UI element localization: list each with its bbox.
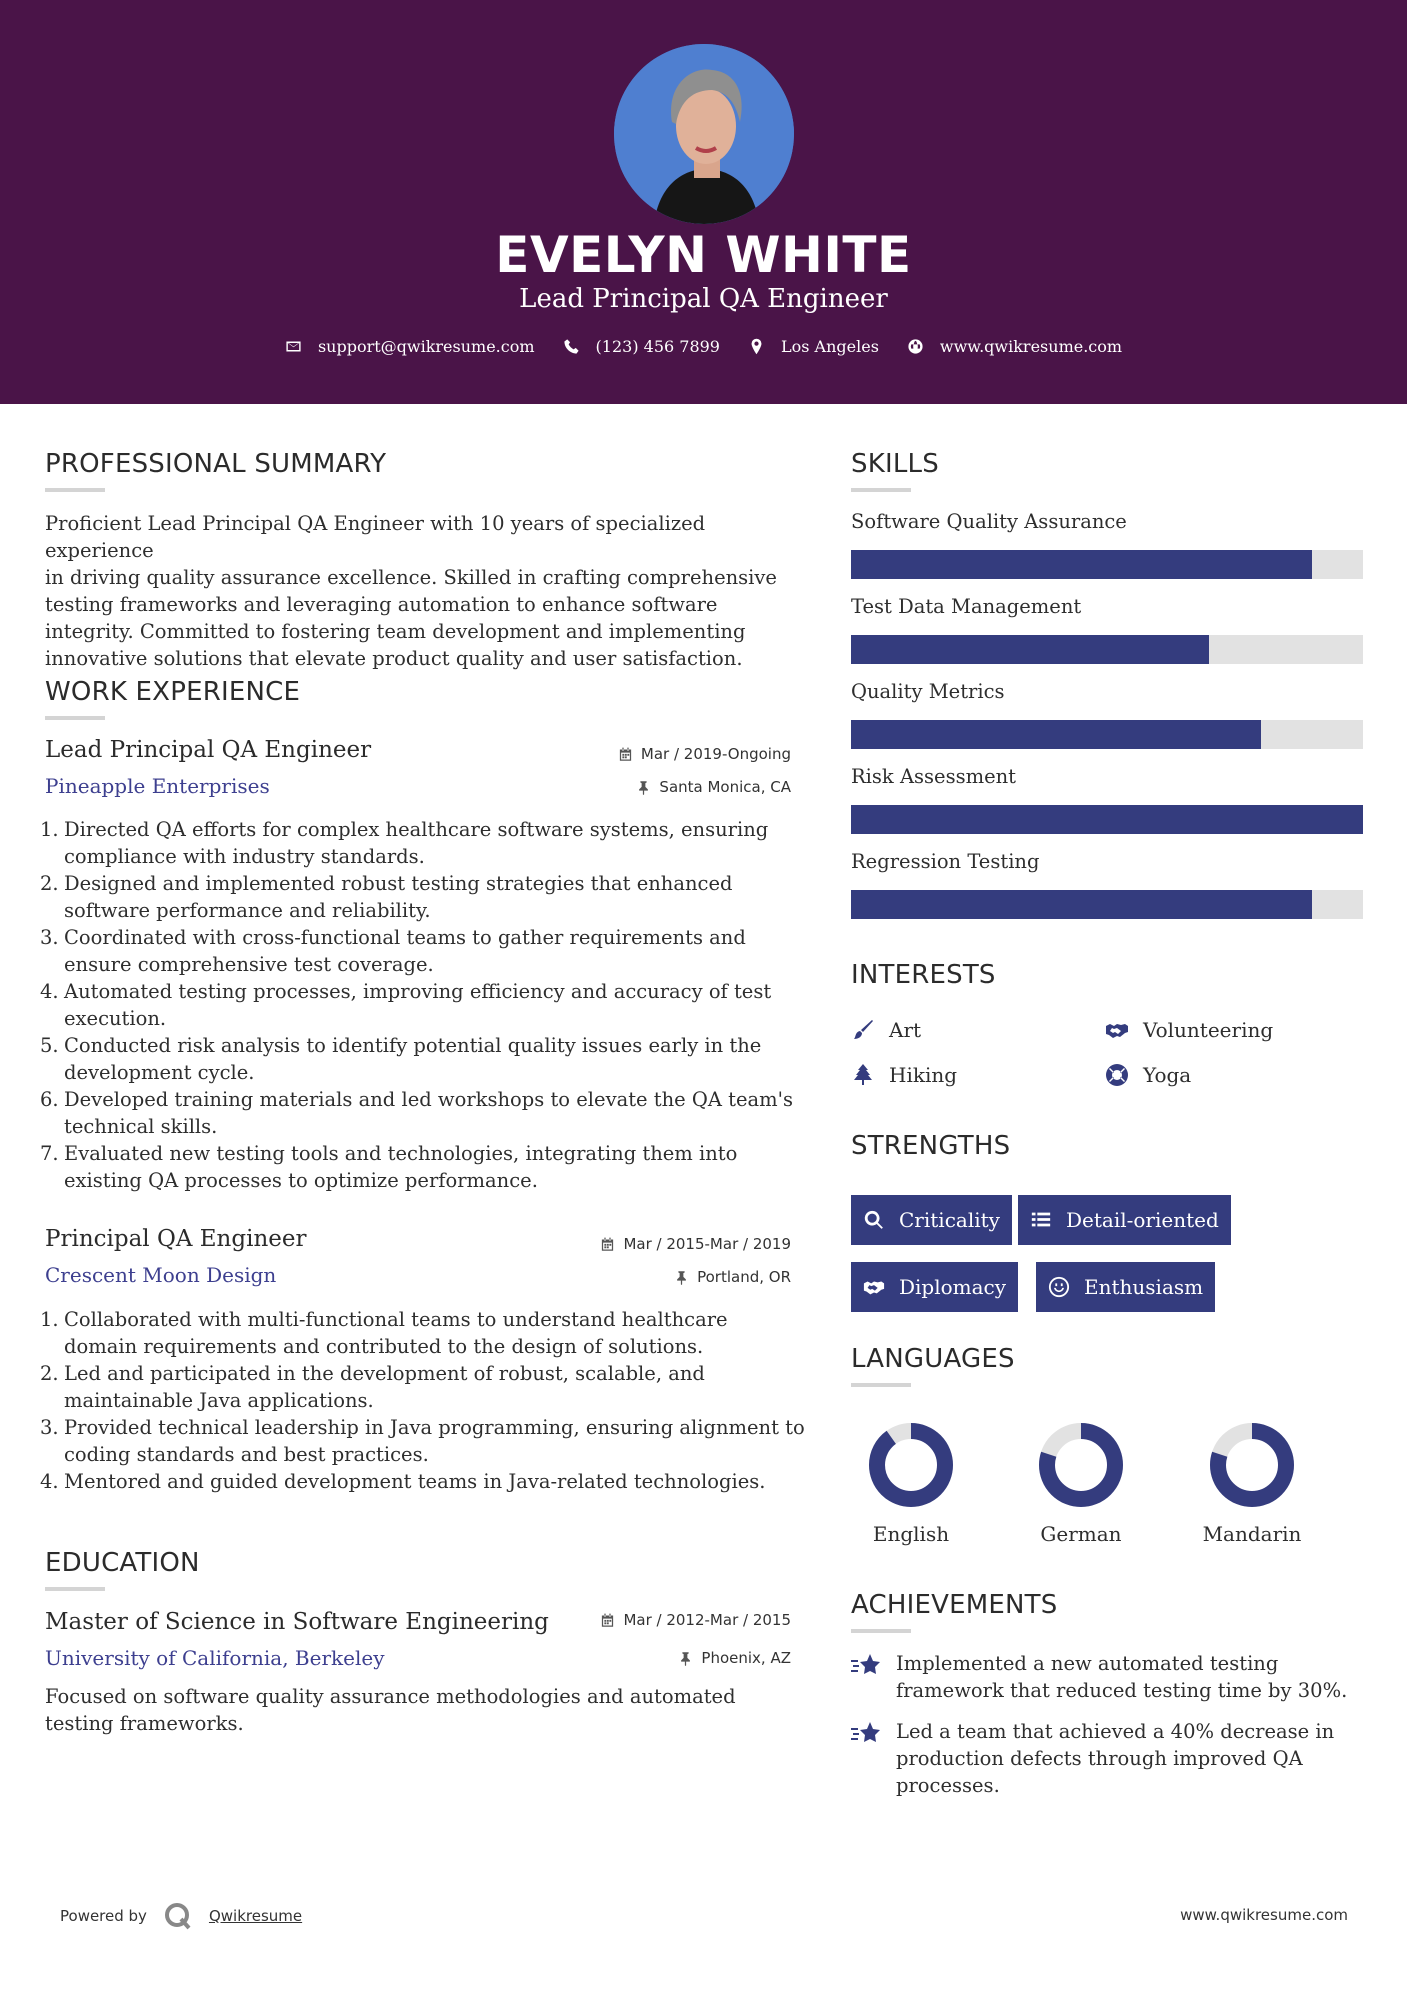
- job-dates: [600, 1235, 791, 1253]
- contact-bar: [0, 337, 1407, 356]
- job-title: Lead Principal QA Engineer: [45, 737, 372, 763]
- achievements-heading: ACHIEVEMENTS: [851, 1590, 1058, 1620]
- education-heading: EDUCATION: [45, 1548, 200, 1578]
- skill-label: Regression Testing: [851, 850, 1040, 873]
- achievement-item: [851, 1718, 1351, 1799]
- job-bullets: [40, 1306, 805, 1495]
- handshake-icon: [1105, 1018, 1129, 1042]
- footer-url[interactable]: www.qwikresume.com: [1180, 1906, 1348, 1924]
- job-dates: [618, 745, 791, 763]
- interest-label: Yoga: [1143, 1063, 1192, 1087]
- education-location-text: Phoenix, AZ: [701, 1649, 791, 1667]
- powered-by-text: Powered by: [60, 1907, 147, 1925]
- handshake-icon: [863, 1276, 885, 1298]
- list-item: 5. Conducted risk analysis to identify potential quality issues early in the development cycle.: [40, 1034, 762, 1084]
- list-item: 3. Coordinated with cross-functional teams to gather requirements and ensure comprehensive test coverage.: [40, 926, 746, 976]
- candidate-title: Lead Principal QA Engineer: [519, 284, 888, 314]
- interest-label: Hiking: [889, 1063, 958, 1087]
- list-item: 1. Directed QA efforts for complex healthcare software systems, ensuring compliance with industry standards.: [40, 818, 769, 868]
- company-name: Crescent Moon Design: [45, 1263, 277, 1287]
- contact-phone[interactable]: [563, 337, 720, 356]
- list-item: 4. Automated testing processes, improving efficiency and accuracy of test execution.: [40, 980, 772, 1030]
- skill-bar: [851, 720, 1363, 749]
- smile-icon: [1048, 1276, 1070, 1298]
- search-icon: [863, 1209, 885, 1231]
- list-item: 3. Provided technical leadership in Java programming, ensuring alignment to coding standards and best practices.: [40, 1416, 805, 1466]
- list-item: 4. Mentored and guided development teams in Java-related technologies.: [40, 1470, 766, 1493]
- interest-label: Art: [889, 1018, 922, 1042]
- job-bullets: [40, 816, 805, 1194]
- summary-text: [45, 510, 805, 672]
- profile-photo: [614, 44, 794, 224]
- job-title: Principal QA Engineer: [45, 1226, 307, 1252]
- education-location: [678, 1649, 791, 1667]
- achievement-text: Led a team that achieved a 40% decrease in production defects through improved QA processes.: [896, 1720, 1335, 1797]
- trophy-star-icon: [851, 1720, 883, 1748]
- contact-location: [748, 337, 879, 356]
- languages-heading-rule: [851, 1383, 911, 1387]
- paintbrush-icon: [851, 1018, 875, 1042]
- summary-line: integrity. Committed to fostering team development and implementing: [45, 620, 746, 643]
- job-location-text: Santa Monica, CA: [659, 778, 791, 796]
- globe-icon: [907, 338, 924, 355]
- company-name: Pineapple Enterprises: [45, 774, 270, 798]
- language-donut-fill: [877, 1431, 945, 1499]
- strength-label: Enthusiasm: [1084, 1275, 1204, 1299]
- job-location: [674, 1268, 791, 1286]
- language-item: [1026, 1420, 1136, 1546]
- interest-hiking: [851, 1063, 957, 1087]
- language-donut: [866, 1420, 956, 1510]
- lifering-icon: [1105, 1063, 1129, 1087]
- skills-heading-rule: [851, 488, 911, 492]
- resume-header: [0, 0, 1407, 404]
- strength-label: Criticality: [899, 1208, 1000, 1232]
- skill-bar: [851, 635, 1363, 664]
- skill-bar: [851, 550, 1363, 579]
- skill-bar-fill: [851, 720, 1261, 749]
- skill-bar: [851, 805, 1363, 834]
- skill-bar-fill: [851, 805, 1363, 834]
- contact-location-text: Los Angeles: [780, 337, 879, 356]
- list-item: 7. Evaluated new testing tools and technologies, integrating them into existing QA processes to optimize performance.: [40, 1142, 738, 1192]
- phone-icon: [563, 338, 580, 355]
- list-icon: [1030, 1209, 1052, 1231]
- job-dates-text: Mar / 2019-Ongoing: [640, 745, 791, 763]
- work-heading-rule: [45, 716, 105, 720]
- job-location-text: Portland, OR: [697, 1268, 791, 1286]
- job-dates-text: Mar / 2015-Mar / 2019: [623, 1235, 791, 1253]
- summary-line: testing frameworks and leveraging automation to enhance software: [45, 593, 718, 616]
- skill-bar-fill: [851, 890, 1312, 919]
- interest-label: Volunteering: [1143, 1018, 1274, 1042]
- list-item: 2. Led and participated in the development of robust, scalable, and maintainable Java applications.: [40, 1362, 705, 1412]
- education-dates-text: Mar / 2012-Mar / 2015: [623, 1611, 791, 1629]
- pushpin-icon: [678, 1651, 693, 1666]
- degree-title: Master of Science in Software Engineering: [45, 1609, 549, 1635]
- language-label: English: [872, 1522, 950, 1546]
- list-item: 2. Designed and implemented robust testing strategies that enhanced software performance and reliability.: [40, 872, 733, 922]
- summary-line: innovative solutions that elevate product quality and user satisfaction.: [45, 647, 743, 670]
- job-location: [636, 778, 791, 796]
- strength-label: Detail-oriented: [1066, 1208, 1219, 1232]
- interest-yoga: [1105, 1063, 1191, 1087]
- calendar-icon: [600, 1613, 615, 1628]
- summary-heading: PROFESSIONAL SUMMARY: [45, 449, 387, 479]
- contact-website[interactable]: [907, 337, 1122, 356]
- skill-label: Test Data Management: [851, 595, 1082, 618]
- achievement-text: Implemented a new automated testing framework that reduced testing time by 30%.: [896, 1652, 1348, 1702]
- contact-email[interactable]: [285, 337, 535, 356]
- strength-badge: [1018, 1195, 1231, 1245]
- language-item: [1197, 1420, 1307, 1546]
- calendar-icon: [618, 747, 633, 762]
- pushpin-icon: [636, 780, 651, 795]
- candidate-name: EVELYN WHITE: [495, 226, 912, 284]
- brand-link[interactable]: Qwikresume: [208, 1907, 303, 1925]
- qwikresume-logo-icon: [163, 1901, 193, 1931]
- portrait-illustration: [614, 44, 794, 224]
- language-item: [856, 1420, 966, 1546]
- skill-bar: [851, 890, 1363, 919]
- achievements-heading-rule: [851, 1629, 911, 1633]
- skill-label: Quality Metrics: [851, 680, 1005, 703]
- skills-heading: SKILLS: [851, 449, 939, 479]
- skill-label: Software Quality Assurance: [851, 510, 1127, 533]
- achievement-item: [851, 1650, 1351, 1704]
- summary-heading-rule: [45, 488, 105, 492]
- strength-badge: [851, 1195, 1012, 1245]
- education-dates: [600, 1611, 791, 1629]
- language-label: German: [1040, 1522, 1122, 1546]
- pushpin-icon: [674, 1270, 689, 1285]
- skill-bar-fill: [851, 550, 1312, 579]
- summary-line: Proficient Lead Principal QA Engineer with 10 years of specialized experience: [45, 512, 706, 562]
- skill-bar-fill: [851, 635, 1209, 664]
- education-description: [45, 1683, 805, 1737]
- language-label: Mandarin: [1202, 1522, 1302, 1546]
- interest-volunteering: [1105, 1018, 1273, 1042]
- strength-badge: [851, 1262, 1018, 1312]
- envelope-icon: [285, 338, 302, 355]
- list-item: 6. Developed training materials and led workshops to elevate the QA team's technical skills.: [40, 1088, 794, 1138]
- education-heading-rule: [45, 1587, 105, 1591]
- education-line: Focused on software quality assurance methodologies and automated: [45, 1685, 736, 1708]
- interest-art: [851, 1018, 921, 1042]
- trophy-star-icon: [851, 1652, 883, 1680]
- strength-label: Diplomacy: [899, 1275, 1007, 1299]
- strengths-heading: STRENGTHS: [851, 1131, 1011, 1161]
- summary-line: in driving quality assurance excellence. Skilled in crafting comprehensive: [45, 566, 777, 589]
- language-donut: [1036, 1420, 1126, 1510]
- skill-label: Risk Assessment: [851, 765, 1017, 788]
- contact-email-text: support@qwikresume.com: [317, 337, 535, 356]
- tree-icon: [851, 1063, 875, 1087]
- education-line: testing frameworks.: [45, 1712, 244, 1735]
- footer-powered-by: [60, 1901, 302, 1931]
- language-donut: [1207, 1420, 1297, 1510]
- languages-heading: LANGUAGES: [851, 1344, 1015, 1374]
- school-name: University of California, Berkeley: [45, 1646, 385, 1670]
- strength-badge: [1036, 1262, 1215, 1312]
- map-pin-icon: [748, 338, 765, 355]
- contact-website-text: www.qwikresume.com: [939, 337, 1123, 356]
- list-item: 1. Collaborated with multi-functional teams to understand healthcare domain requirements and contributed to the design of solutions.: [40, 1308, 728, 1358]
- calendar-icon: [600, 1237, 615, 1252]
- interests-heading: INTERESTS: [851, 960, 996, 990]
- contact-phone-text: (123) 456 7899: [595, 337, 720, 356]
- work-heading: WORK EXPERIENCE: [45, 677, 301, 707]
